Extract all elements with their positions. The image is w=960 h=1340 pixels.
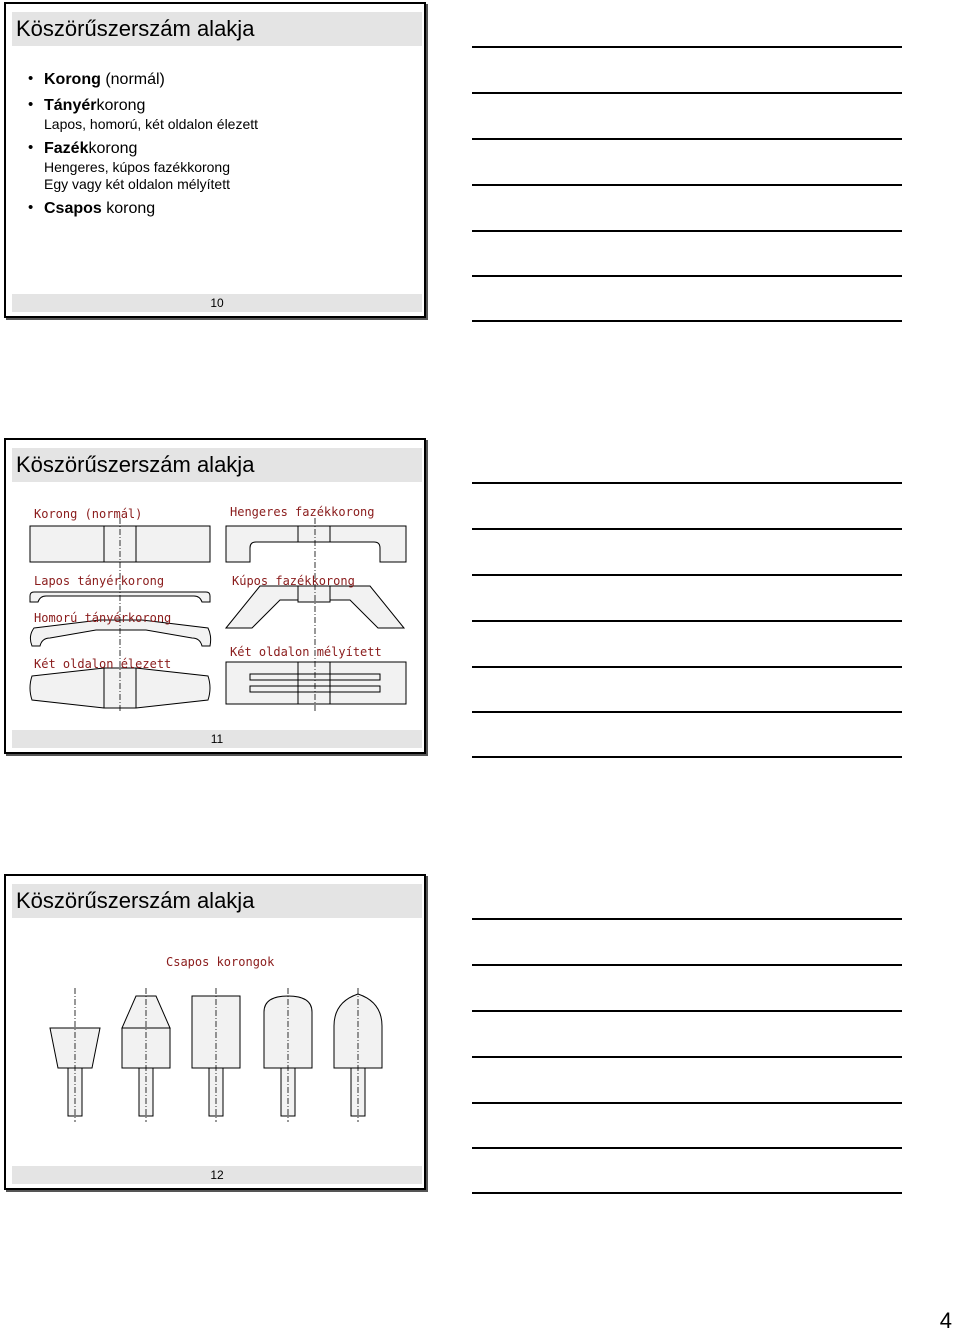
slide-number: 10 (12, 294, 422, 312)
bullet-text: korong (101, 200, 156, 217)
bullet-bold: Korong (44, 71, 101, 88)
note-line (472, 711, 902, 713)
bullet-item (26, 139, 258, 193)
note-line (472, 138, 902, 140)
bullet-bold: Tányér (44, 97, 97, 114)
wheel-shapes-figure (6, 440, 428, 756)
bullet-item (26, 70, 258, 90)
double-recess-drawing (226, 662, 406, 704)
slide-number: 11 (12, 730, 422, 748)
label-normal: Korong (normál) (34, 507, 143, 521)
note-line (472, 620, 902, 622)
note-line (472, 666, 902, 668)
note-line (472, 1192, 902, 1194)
note-line (472, 964, 902, 966)
bullet-bold: Fazék (44, 140, 89, 157)
bullet-list (26, 70, 258, 225)
slide-number: 12 (12, 1166, 422, 1184)
label-cylinder-pot: Hengeres fazékkorong (230, 505, 375, 519)
note-line (472, 184, 902, 186)
bullet-item (26, 199, 258, 219)
note-line (472, 275, 902, 277)
bullet-subtext: Egy vagy két oldalon mélyített (44, 176, 230, 192)
page-number: 4 (939, 1308, 952, 1333)
label-concave-dish: Homorú tányérkorong (34, 611, 172, 625)
note-line (472, 482, 902, 484)
note-line (472, 92, 902, 94)
bullet-text: korong (96, 97, 146, 114)
note-line (472, 1147, 902, 1149)
slide-10 (4, 2, 426, 318)
note-line (472, 1056, 902, 1058)
slide-title: Köszörűszerszám alakja (12, 12, 422, 46)
label-mounted-points: Csapos korongok (166, 955, 275, 969)
slide-title: Köszörűszerszám alakja (12, 884, 422, 918)
note-line (472, 46, 902, 48)
bullet-bold: Csapos (44, 200, 102, 217)
cylinder-pot-drawing (226, 526, 406, 562)
slide-title: Köszörűszerszám alakja (12, 448, 422, 482)
slide-12 (4, 874, 426, 1190)
note-line (472, 320, 902, 322)
note-line (472, 1010, 902, 1012)
slide-11 (4, 438, 426, 754)
bullet-text: korong (88, 140, 138, 157)
bullet-subtext: Lapos, homorú, két oldalon élezett (44, 116, 259, 132)
bullet-text: (normál) (100, 71, 165, 88)
label-cone-pot: Kúpos fazékkorong (232, 574, 355, 588)
note-line (472, 918, 902, 920)
bullet-subtext: Hengeres, kúpos fazékkorong (44, 159, 230, 175)
note-line (472, 1102, 902, 1104)
bullet-item (26, 96, 258, 133)
note-line (472, 230, 902, 232)
note-line (472, 528, 902, 530)
mounted-points-figure (6, 876, 428, 1192)
note-line (472, 574, 902, 576)
note-line (472, 756, 902, 758)
label-double-recess: Két oldalon mélyített (230, 645, 382, 659)
label-flat-dish: Lapos tányérkorong (34, 574, 165, 588)
label-double-edge: Két oldalon élezett (34, 657, 172, 671)
